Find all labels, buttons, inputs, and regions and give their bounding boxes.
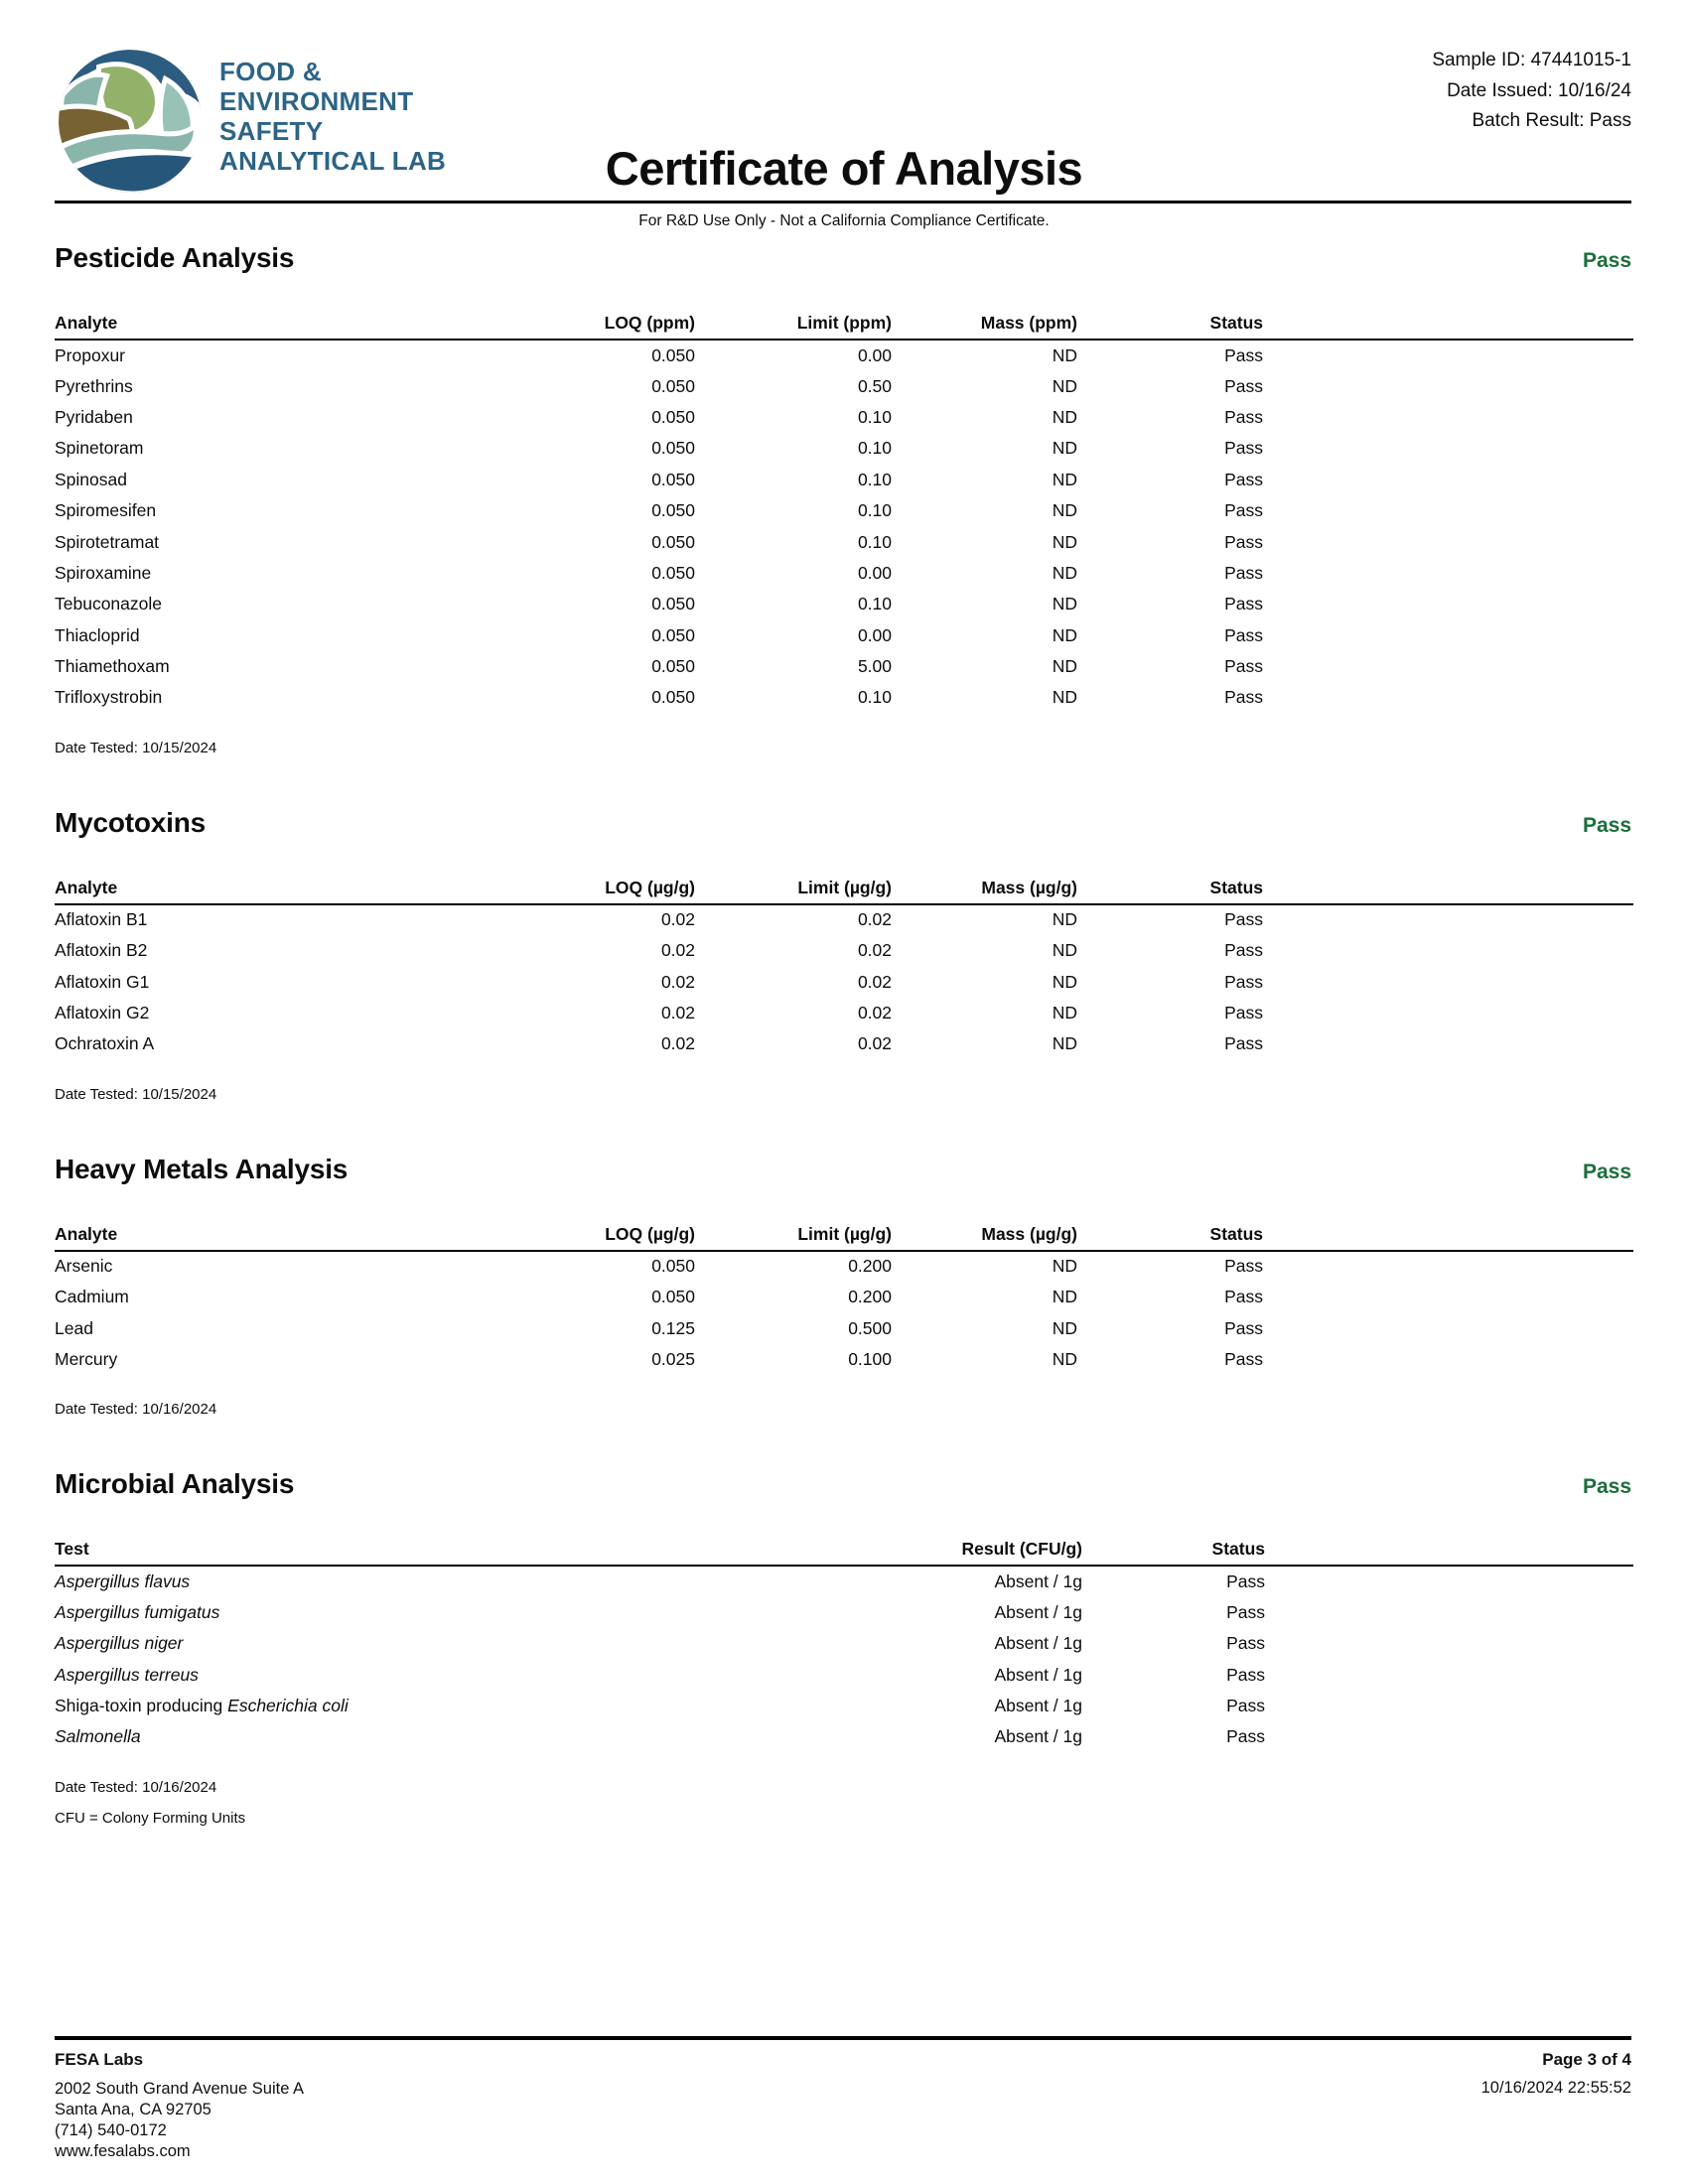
table-body [55, 1566, 1633, 1752]
analyte-cell: Aflatoxin B1 [55, 909, 148, 930]
filler-cell [1263, 651, 1633, 682]
value-cell: 0.200 [848, 1287, 892, 1307]
value-cell: ND [1052, 500, 1077, 521]
value-cell: Pass [1224, 940, 1263, 961]
value-cell: 0.025 [651, 1349, 695, 1369]
value-cell: ND [1052, 562, 1077, 583]
value-cell: 0.050 [651, 687, 695, 708]
analyte-cell: Spinosad [55, 469, 127, 489]
column-header: LOQ (ppm) [501, 313, 695, 340]
value-cell: 0.02 [857, 909, 892, 930]
column-header: Analyte [55, 1224, 501, 1251]
value-cell: 0.050 [651, 500, 695, 521]
filler-cell [1263, 1028, 1633, 1059]
table-row [55, 370, 1633, 401]
value-cell: Pass [1224, 1033, 1263, 1054]
value-cell: ND [1052, 1256, 1077, 1277]
value-cell: 0.050 [651, 624, 695, 645]
column-header: Status [1077, 313, 1263, 340]
table-body [55, 1251, 1633, 1376]
value-cell: 0.10 [857, 500, 892, 521]
filler-cell [1263, 589, 1633, 619]
analyte-cell: Arsenic [55, 1256, 113, 1277]
value-cell: 0.02 [660, 1033, 695, 1054]
filler-cell [1265, 1721, 1633, 1752]
value-cell: Absent / 1g [994, 1664, 1082, 1685]
footer-content [55, 2040, 1631, 2162]
section-title: Mycotoxins [55, 806, 207, 838]
analysis-sections [0, 243, 1688, 1827]
column-header: Status [1077, 1224, 1263, 1251]
table-header-row [55, 1224, 1633, 1251]
filler-cell [1263, 1344, 1633, 1375]
analyte-cell [55, 1691, 884, 1721]
filler-cell [1263, 1282, 1633, 1312]
value-cell: Pass [1224, 594, 1263, 614]
section-status-badge: Pass [1582, 813, 1631, 837]
value-cell: 0.10 [857, 406, 892, 427]
analyte-cell: Trifloxystrobin [55, 687, 163, 708]
value-cell: ND [1052, 1349, 1077, 1369]
value-cell: ND [1052, 344, 1077, 365]
value-cell: 0.050 [651, 1256, 695, 1277]
value-cell: Pass [1226, 1633, 1265, 1654]
print-timestamp: 10/16/2024 22:55:52 [1480, 2079, 1631, 2097]
value-cell: Pass [1224, 500, 1263, 521]
value-cell: Pass [1224, 624, 1263, 645]
value-cell: 0.50 [857, 375, 892, 396]
value-cell: 0.00 [857, 562, 892, 583]
value-cell: Pass [1224, 375, 1263, 396]
filler-cell [1263, 526, 1633, 557]
pesticide-analysis-table [55, 313, 1633, 714]
value-cell: Absent / 1g [994, 1695, 1082, 1715]
value-cell: Absent / 1g [994, 1570, 1082, 1591]
value-cell: Pass [1226, 1601, 1265, 1622]
table-row [55, 620, 1633, 651]
heavy-metals-analysis-table [55, 1224, 1633, 1376]
value-cell: 0.050 [651, 562, 695, 583]
filler-cell [1265, 1628, 1633, 1659]
value-cell: Pass [1224, 687, 1263, 708]
table-row [55, 651, 1633, 682]
column-header: Limit (µg/g) [695, 878, 892, 904]
analyte-cell: Aflatoxin B2 [55, 940, 148, 961]
analyte-cell: Spiroxamine [55, 562, 152, 583]
section-title: Microbial Analysis [55, 1468, 295, 1500]
value-cell: ND [1052, 1033, 1077, 1054]
analyte-cell: Ochratoxin A [55, 1033, 155, 1054]
table-row [55, 1691, 1633, 1721]
table-row [55, 935, 1633, 966]
footer [55, 2036, 1631, 2162]
table-row [55, 433, 1633, 464]
table-row [55, 1028, 1633, 1059]
value-cell: ND [1052, 531, 1077, 552]
table-row [55, 998, 1633, 1028]
value-cell: Pass [1224, 562, 1263, 583]
value-cell: 0.050 [651, 594, 695, 614]
value-cell: Pass [1226, 1664, 1265, 1685]
document-title: Certificate of Analysis [605, 142, 1083, 195]
value-cell: 0.10 [857, 594, 892, 614]
heavy-metals-analysis-header [55, 1155, 1631, 1184]
logo-line-4: ANALYTICAL LAB [219, 146, 447, 176]
filler-cell [1265, 1597, 1633, 1628]
value-cell: 0.00 [857, 344, 892, 365]
table-row [55, 465, 1633, 495]
table-header [55, 1539, 1633, 1566]
header [0, 0, 1688, 196]
analyte-cell: Aflatoxin G1 [55, 971, 150, 992]
page-meta-block [1481, 2050, 1631, 2162]
value-cell: 0.050 [651, 656, 695, 677]
value-cell: Pass [1226, 1695, 1265, 1715]
value-cell: 0.02 [660, 940, 695, 961]
value-cell: ND [1052, 406, 1077, 427]
value-cell: ND [1052, 438, 1077, 459]
value-cell: Absent / 1g [994, 1633, 1082, 1654]
analyte-cell [55, 1597, 884, 1628]
filler-cell [1263, 1312, 1633, 1343]
value-cell: 0.500 [848, 1317, 892, 1338]
date-tested: Date Tested: 10/16/2024 [55, 1401, 217, 1419]
value-cell: ND [1052, 1317, 1077, 1338]
analyte-cell [55, 1628, 884, 1659]
column-header-filler [1265, 1539, 1633, 1566]
value-cell: Pass [1224, 344, 1263, 365]
column-header: LOQ (µg/g) [501, 1224, 695, 1251]
table-row [55, 1597, 1633, 1628]
value-cell: 0.00 [857, 624, 892, 645]
analyte-cell [55, 1566, 884, 1596]
value-cell: Pass [1226, 1726, 1265, 1747]
table-row [55, 495, 1633, 526]
logo-line-2: ENVIRONMENT [219, 86, 414, 116]
analyte-cell: Cadmium [55, 1287, 129, 1307]
value-cell: 0.050 [651, 344, 695, 365]
value-cell: 0.050 [651, 406, 695, 427]
column-header: Mass (µg/g) [892, 878, 1077, 904]
value-cell: 0.050 [651, 469, 695, 489]
value-cell: 0.10 [857, 531, 892, 552]
analyte-cell: Thiamethoxam [55, 656, 170, 677]
mycotoxins-header [55, 808, 1631, 838]
table-row [55, 589, 1633, 619]
table-row [55, 340, 1633, 370]
analyte-cell [55, 1659, 884, 1690]
analyte-cell: Spirotetramat [55, 531, 160, 552]
analyte-cell: Lead [55, 1317, 93, 1338]
column-header: Limit (ppm) [695, 313, 892, 340]
value-cell: 5.00 [857, 656, 892, 677]
value-cell: ND [1052, 624, 1077, 645]
value-cell: ND [1052, 687, 1077, 708]
value-cell: 0.10 [857, 469, 892, 489]
filler-cell [1265, 1659, 1633, 1690]
table-header [55, 878, 1633, 904]
mycotoxins-table [55, 878, 1633, 1060]
value-cell: 0.02 [660, 909, 695, 930]
value-cell: ND [1052, 375, 1077, 396]
value-cell: 0.10 [857, 438, 892, 459]
filler-cell [1263, 402, 1633, 433]
lab-website: www.fesalabs.com [55, 2142, 191, 2160]
lab-name: FESA Labs [55, 2050, 144, 2069]
filler-cell [1263, 682, 1633, 713]
filler-cell [1263, 1251, 1633, 1282]
filler-cell [1263, 620, 1633, 651]
test-name-italic: Salmonella [55, 1726, 141, 1747]
table-header [55, 1224, 1633, 1251]
value-cell: ND [1052, 1003, 1077, 1024]
value-cell: 0.02 [857, 1033, 892, 1054]
filler-cell [1263, 998, 1633, 1028]
column-header: LOQ (µg/g) [501, 878, 695, 904]
analyte-cell: Spinetoram [55, 438, 144, 459]
value-cell: ND [1052, 594, 1077, 614]
value-cell: ND [1052, 940, 1077, 961]
table-row [55, 1282, 1633, 1312]
filler-cell [1263, 495, 1633, 526]
filler-cell [1263, 935, 1633, 966]
date-issued: Date Issued: 10/16/24 [1447, 79, 1631, 101]
table-row [55, 1251, 1633, 1282]
section-title: Pesticide Analysis [55, 242, 295, 273]
table-row [55, 1721, 1633, 1752]
value-cell: Pass [1224, 1003, 1263, 1024]
value-cell: Pass [1224, 438, 1263, 459]
section-title: Heavy Metals Analysis [55, 1153, 349, 1184]
column-header: Status [1077, 878, 1263, 904]
section-status-badge: Pass [1582, 249, 1631, 272]
table-header [55, 313, 1633, 340]
table-row [55, 966, 1633, 997]
column-header: Mass (ppm) [892, 313, 1077, 340]
column-header: Status [1082, 1539, 1265, 1566]
analyte-cell: Spiromesifen [55, 500, 157, 521]
value-cell: Pass [1224, 1287, 1263, 1307]
value-cell: Pass [1224, 971, 1263, 992]
table-body [55, 340, 1633, 714]
value-cell: 0.02 [857, 940, 892, 961]
table-body [55, 904, 1633, 1060]
value-cell: ND [1052, 1287, 1077, 1307]
filler-cell [1265, 1691, 1633, 1721]
filler-cell [1263, 966, 1633, 997]
value-cell: 0.050 [651, 1287, 695, 1307]
batch-result: Batch Result: Pass [1472, 110, 1631, 131]
value-cell: Absent / 1g [994, 1601, 1082, 1622]
analyte-cell: Mercury [55, 1349, 118, 1369]
sample-id: Sample ID: 47441015-1 [1432, 50, 1631, 70]
analyte-cell: Aflatoxin G2 [55, 1003, 150, 1024]
value-cell: Pass [1224, 469, 1263, 489]
value-cell: Pass [1224, 909, 1263, 930]
column-header: Mass (µg/g) [892, 1224, 1077, 1251]
column-header: Analyte [55, 878, 501, 904]
date-tested: Date Tested: 10/15/2024 [55, 739, 217, 756]
value-cell: ND [1052, 971, 1077, 992]
analyte-cell: Tebuconazole [55, 594, 162, 614]
lab-address-line-1: 2002 South Grand Avenue Suite A [55, 2080, 305, 2098]
filler-cell [1263, 904, 1633, 935]
table-header-row [55, 878, 1633, 904]
value-cell: 0.200 [848, 1256, 892, 1277]
table-row [55, 526, 1633, 557]
column-header-filler [1263, 313, 1633, 340]
date-tested: Date Tested: 10/16/2024 [55, 1778, 217, 1796]
value-cell: ND [1052, 909, 1077, 930]
logo-line-3: SAFETY [219, 116, 324, 146]
column-header: Result (CFU/g) [884, 1539, 1082, 1566]
value-cell: 0.050 [651, 531, 695, 552]
value-cell: Pass [1224, 1256, 1263, 1277]
column-header-filler [1263, 878, 1633, 904]
analyte-cell: Pyridaben [55, 406, 133, 427]
pesticide-analysis-header [55, 243, 1631, 273]
test-name-italic: Aspergillus terreus [55, 1664, 199, 1685]
logo-line-1: FOOD & [219, 57, 322, 86]
value-cell: 0.02 [857, 971, 892, 992]
filler-cell [1263, 340, 1633, 370]
table-header-row [55, 313, 1633, 340]
value-cell: Pass [1224, 1349, 1263, 1369]
section-status-badge: Pass [1582, 1475, 1631, 1499]
analyte-cell: Thiacloprid [55, 624, 140, 645]
value-cell: Pass [1224, 656, 1263, 677]
value-cell: 0.050 [651, 375, 695, 396]
value-cell: 0.02 [857, 1003, 892, 1024]
table-row [55, 904, 1633, 935]
lab-phone: (714) 540-0172 [55, 2121, 167, 2139]
microbial-analysis-header [55, 1469, 1631, 1499]
filler-cell [1263, 433, 1633, 464]
lab-address-line-2: Santa Ana, CA 92705 [55, 2101, 211, 2118]
header-divider [55, 201, 1631, 204]
test-name-italic: Escherichia coli [227, 1695, 349, 1715]
value-cell: ND [1052, 469, 1077, 489]
table-row [55, 682, 1633, 713]
table-row [55, 1312, 1633, 1343]
sample-meta [1432, 46, 1631, 137]
column-header: Analyte [55, 313, 501, 340]
filler-cell [1263, 465, 1633, 495]
microbial-analysis-table [55, 1539, 1633, 1752]
table-header-row [55, 1539, 1633, 1566]
analyte-cell: Propoxur [55, 344, 126, 365]
page-number: Page 3 of 4 [1542, 2050, 1631, 2069]
analyte-cell: Pyrethrins [55, 375, 133, 396]
date-tested: Date Tested: 10/15/2024 [55, 1085, 217, 1103]
section-status-badge: Pass [1582, 1160, 1631, 1183]
value-cell: ND [1052, 656, 1077, 677]
value-cell: Pass [1224, 1317, 1263, 1338]
filler-cell [1263, 558, 1633, 589]
cfu-footnote: CFU = Colony Forming Units [55, 1809, 246, 1827]
table-row [55, 402, 1633, 433]
column-header-filler [1263, 1224, 1633, 1251]
column-header: Test [55, 1539, 884, 1566]
table-row [55, 1628, 1633, 1659]
test-name-italic: Aspergillus fumigatus [55, 1601, 220, 1622]
test-name-plain: Shiga-toxin producing [55, 1695, 228, 1715]
lab-contact-block [55, 2050, 304, 2162]
value-cell: Absent / 1g [994, 1726, 1082, 1747]
table-row [55, 558, 1633, 589]
table-row [55, 1344, 1633, 1375]
compliance-disclaimer: For R&D Use Only - Not a California Compliance Certificate. [638, 212, 1050, 229]
analyte-cell [55, 1721, 884, 1752]
value-cell: Pass [1224, 406, 1263, 427]
table-row [55, 1659, 1633, 1690]
column-header: Limit (µg/g) [695, 1224, 892, 1251]
value-cell: 0.125 [651, 1317, 695, 1338]
value-cell: 0.02 [660, 1003, 695, 1024]
value-cell: Pass [1226, 1570, 1265, 1591]
filler-cell [1265, 1566, 1633, 1596]
value-cell: 0.050 [651, 438, 695, 459]
filler-cell [1263, 370, 1633, 401]
test-name-italic: Aspergillus niger [55, 1633, 184, 1654]
value-cell: 0.10 [857, 687, 892, 708]
test-name-italic: Aspergillus flavus [55, 1570, 191, 1591]
table-row [55, 1566, 1633, 1596]
value-cell: Pass [1224, 531, 1263, 552]
value-cell: 0.02 [660, 971, 695, 992]
value-cell: 0.100 [848, 1349, 892, 1369]
